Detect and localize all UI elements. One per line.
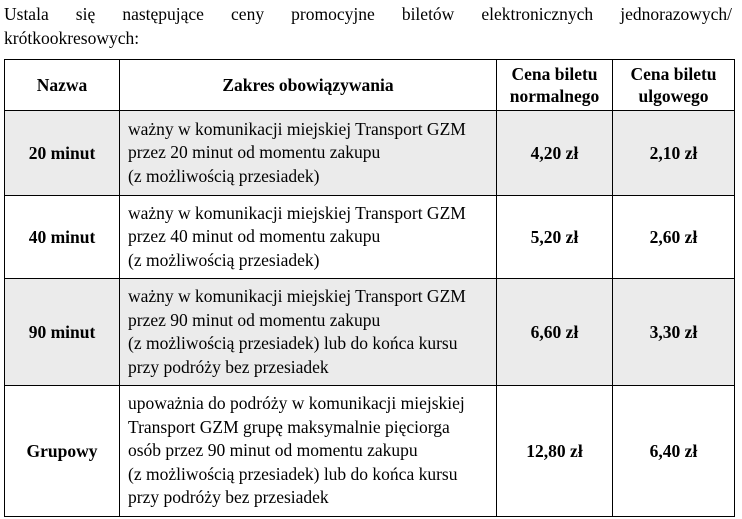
table-row <box>5 386 735 517</box>
table-row <box>5 111 735 196</box>
row-normal-price: 6,60 zł <box>497 279 613 386</box>
row-scope: ważny w komunikacji miejskiej Transport GZM przez 40 minut od momentu zakupu (z możliwością przesiadek) <box>120 196 497 279</box>
intro-paragraph <box>4 2 732 50</box>
row-normal-price: 5,20 zł <box>497 196 613 279</box>
table-row <box>5 196 735 279</box>
row-name: 20 minut <box>5 111 120 196</box>
row-scope: ważny w komunikacji miejskiej Transport GZM przez 90 minut od momentu zakupu (z możliwością przesiadek) lub do końca kursu przy podróży bez przesiadek <box>120 279 497 386</box>
row-normal-price: 12,80 zł <box>497 386 613 517</box>
intro-line-2: krótkookresowych: <box>4 28 140 48</box>
row-name: Grupowy <box>5 386 120 517</box>
row-reduced-price: 6,40 zł <box>613 386 735 517</box>
header-scope: Zakres obowiązywania <box>120 60 497 111</box>
row-reduced-price: 2,10 zł <box>613 111 735 196</box>
row-name: 90 minut <box>5 279 120 386</box>
table-header-row <box>5 60 735 111</box>
row-scope: ważny w komunikacji miejskiej Transport GZM przez 20 minut od momentu zakupu (z możliwością przesiadek) <box>120 111 497 196</box>
ticket-price-table <box>4 59 735 517</box>
header-reduced-price: Cena biletu ulgowego <box>613 60 735 111</box>
table-row <box>5 279 735 386</box>
row-reduced-price: 2,60 zł <box>613 196 735 279</box>
row-name: 40 minut <box>5 196 120 279</box>
row-scope: upoważnia do podróży w komunikacji miejskiej Transport GZM grupę maksymalnie pięciorga osób przez 90 minut od momentu zakupu (z możliwością przesiadek) lub do końca kursu przy podróży bez przesiadek <box>120 386 497 517</box>
row-normal-price: 4,20 zł <box>497 111 613 196</box>
intro-line-1: Ustala się następujące ceny promocyjne biletów elektronicznych jednorazowych/ <box>4 4 732 24</box>
row-reduced-price: 3,30 zł <box>613 279 735 386</box>
header-normal-price: Cena biletu normalnego <box>497 60 613 111</box>
header-name: Nazwa <box>5 60 120 111</box>
